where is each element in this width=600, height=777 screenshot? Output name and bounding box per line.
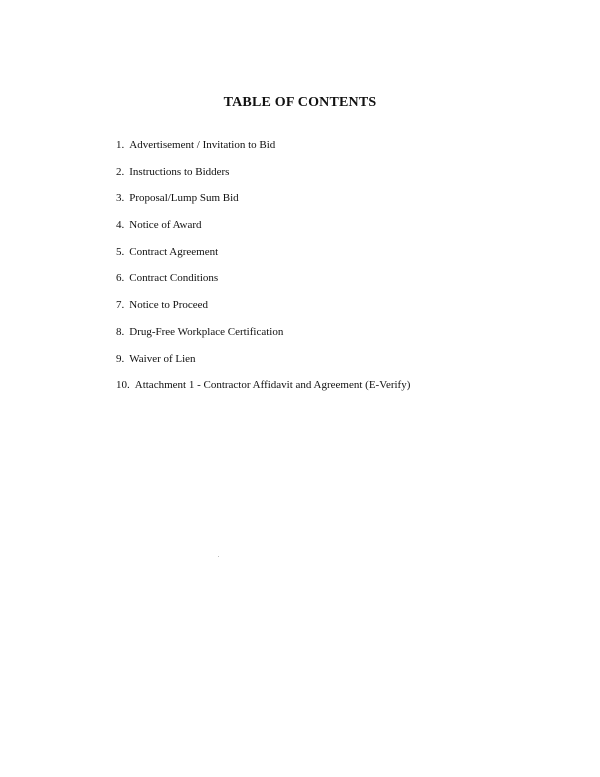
toc-item (116, 271, 410, 298)
toc-item (116, 352, 410, 379)
table-of-contents-list (116, 138, 410, 405)
toc-item-number: 7. (116, 299, 125, 312)
toc-item (116, 298, 410, 325)
toc-item (116, 325, 410, 352)
toc-item-number: 10. (116, 379, 130, 392)
toc-item-text: Attachment 1 - Contractor Affidavit and Agreement (E-Verify) (134, 379, 411, 392)
toc-item-number: 6. (116, 272, 125, 285)
toc-item-number: 9. (116, 352, 125, 365)
toc-item (116, 165, 410, 192)
toc-item-text: Contract Agreement (129, 245, 219, 258)
toc-item (116, 138, 410, 165)
toc-item-text: Notice to Proceed (129, 299, 209, 312)
toc-item (116, 245, 410, 272)
toc-item-text: Proposal/Lump Sum Bid (129, 192, 239, 205)
page-title: TABLE OF CONTENTS (223, 95, 377, 110)
toc-item-number: 2. (116, 165, 125, 178)
toc-item-text: Advertisement / Invitation to Bid (129, 139, 276, 151)
toc-item-number: 4. (116, 219, 125, 232)
toc-item-number: 5. (116, 245, 125, 258)
toc-item-text: Waiver of Lien (129, 352, 196, 365)
scan-speck (218, 556, 219, 557)
toc-item (116, 191, 410, 218)
toc-item-text: Contract Conditions (129, 272, 219, 285)
toc-item (116, 218, 410, 245)
toc-item-text: Drug-Free Workplace Certification (129, 325, 284, 338)
toc-item (116, 378, 410, 405)
toc-item-number: 3. (116, 192, 125, 205)
toc-item-text: Notice of Award (129, 219, 202, 232)
toc-item-number: 8. (116, 325, 125, 338)
toc-item-number: 1. (116, 139, 125, 151)
toc-item-text: Instructions to Bidders (129, 165, 230, 178)
